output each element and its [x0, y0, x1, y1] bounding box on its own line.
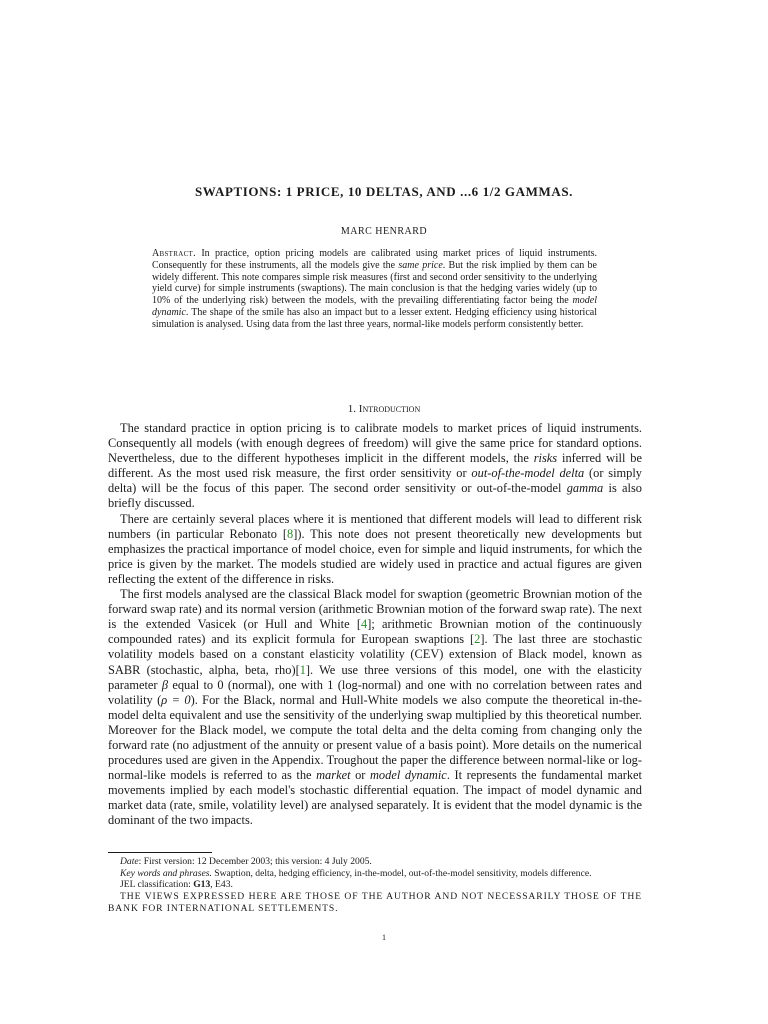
math-symbol: ρ = 0 — [161, 692, 191, 707]
footnote-label: Date — [120, 856, 139, 867]
text-run: (or simply delta) will be the focus of this paper. The second order sensitivity or out-of-the-model — [108, 466, 642, 496]
text-run: ]). This note does not present theoretically new developments but emphasizes the practical importance of model choice, even for simple and liquid instruments, for which the price is given by the market. The models studied are widely used in practice and actual figures are given reflecting the extent of the difference in risks. — [108, 526, 642, 586]
footnote-text: : First version: 12 December 2003; this version: 4 July 2005. — [138, 856, 372, 867]
page-number: 1 — [382, 933, 386, 942]
footnote-rule — [108, 852, 212, 853]
citation-link[interactable]: 1 — [299, 662, 306, 677]
citation-link[interactable]: 2 — [474, 632, 481, 647]
abstract-text: . The shape of the smile has also an impact but to a lesser extent. Hedging efficiency using historical simulation is analysed. Using data from the last three years, normal-like models perform consistently better. — [152, 306, 597, 330]
text-run: is also briefly discussed. — [108, 481, 643, 511]
section-name: Introduction — [358, 403, 421, 415]
text-run: equal to 0 (normal), one with 1 (log-normal) and one with no correlation between rates and volatility ( — [108, 677, 642, 707]
text-run: or — [350, 768, 370, 783]
footnote-date — [108, 856, 642, 868]
abstract — [152, 248, 597, 331]
text-run: ]. We use three versions of this model, one with the elasticity parameter — [108, 662, 642, 692]
text-run: The first models analysed are the classical Black model for swaption (geometric Brownian motion of the forward swap rate) and its normal version (arithmetic Brownian motion of the forward swap rate). The next is the extended Vasicek (or Hull and White [ — [108, 587, 642, 632]
abstract-text: In practice, option pricing models are calibrated using market prices of liquid instruments. Consequently for these instruments, all the models give the — [152, 248, 597, 271]
paragraph — [108, 421, 642, 512]
emphasis: model dynamic — [369, 768, 447, 783]
author-name: MARC HENRARD — [340, 226, 428, 237]
section-number: 1. — [347, 403, 357, 415]
abstract-emphasis: model dynamic — [152, 295, 597, 318]
text-run: There are certainly several places where it is mentioned that different models will lead to different risk numbers (in particular Rebonato [ — [108, 511, 642, 541]
abstract-emphasis: same price — [398, 259, 443, 271]
text-run: ]; arithmetic Brownian motion of the continuously compounded rates) and its explicit formula for European swaptions [ — [108, 617, 642, 647]
footnote-jel — [108, 879, 642, 891]
text-run: ]. The last three are stochastic volatility models based on a constant elasticity volatility (CEV) extension of Black model, known as SABR (stochastic, alpha, beta, rho)[ — [108, 632, 642, 677]
paper-title: SWAPTIONS: 1 PRICE, 10 DELTAS, AND ...6 1/2 GAMMAS. — [194, 184, 574, 199]
text-run: . It represents the fundamental market movements implied by each model's stochastic differential equation. The impact of model dynamic and market data (rate, smile, volatility level) are analysed separately. It is evident that the model dynamic is the dominant of the two impacts. — [108, 768, 642, 828]
footnotes — [108, 856, 642, 915]
footnote-keywords — [108, 868, 642, 880]
jel-code: G13 — [193, 879, 211, 891]
text-run: The standard practice in option pricing is to calibrate models to market prices of liquid instruments. Consequently all models (with enough degrees of freedom) will give the same price for standard options. Nevertheless, due to the different hypotheses implicit in the different models, the — [108, 421, 642, 466]
footnote-label: JEL classification: — [120, 879, 194, 891]
citation-link[interactable]: 4 — [361, 617, 368, 632]
emphasis: market — [316, 768, 351, 783]
section-heading — [0, 403, 768, 415]
footnote-disclaimer: THE VIEWS EXPRESSED HERE ARE THOSE OF THE AUTHOR AND NOT NECESSARILY THOSE OF THE BANK FOR INTERNATIONAL SETTLEMENTS. — [108, 891, 642, 914]
paragraph — [108, 587, 642, 829]
emphasis: out-of-the-model delta — [471, 466, 585, 481]
footnote-label: Key words and phrases. — [120, 867, 212, 879]
abstract-label: Abstract. — [152, 248, 196, 259]
footnote-text: , E43. — [210, 879, 233, 891]
math-symbol: β — [161, 677, 169, 692]
emphasis: risks — [533, 451, 558, 466]
text-run: inferred will be different. As the most used risk measure, the first order sensitivity or — [108, 451, 642, 481]
footnote-text: Swaption, delta, hedging efficiency, in-the-model, out-of-the-model sensitivity, models difference. — [211, 867, 592, 879]
citation-link[interactable]: 8 — [286, 526, 294, 541]
body-text — [108, 421, 642, 829]
abstract-text: . But the risk implied by them can be widely different. This note compares simple risk measures (first and second order sensitivity to the underlying yield curve) for simple instruments (swaptions). The main conclusion is that the hedging varies widely (up to 10% of the underlying risk) between the models, with the prevailing differentiating factor being the — [152, 259, 597, 307]
paragraph — [108, 512, 642, 587]
emphasis: gamma — [566, 481, 604, 496]
text-run: ). For the Black, normal and Hull-White models we also compute the theoretical in-the-model delta equivalent and use the sensitivity of the underlying swap multiplied by this theoretical number. Moreover for the Black model, we compute the total delta and the delta coming from changing only the forward rate (no adjustment of the annuity or present value of a basis point). More details on the numerical procedures used are given in the Appendix. Troughout the paper the difference between normal-like or log-normal-like models is referred to as the — [108, 692, 642, 783]
